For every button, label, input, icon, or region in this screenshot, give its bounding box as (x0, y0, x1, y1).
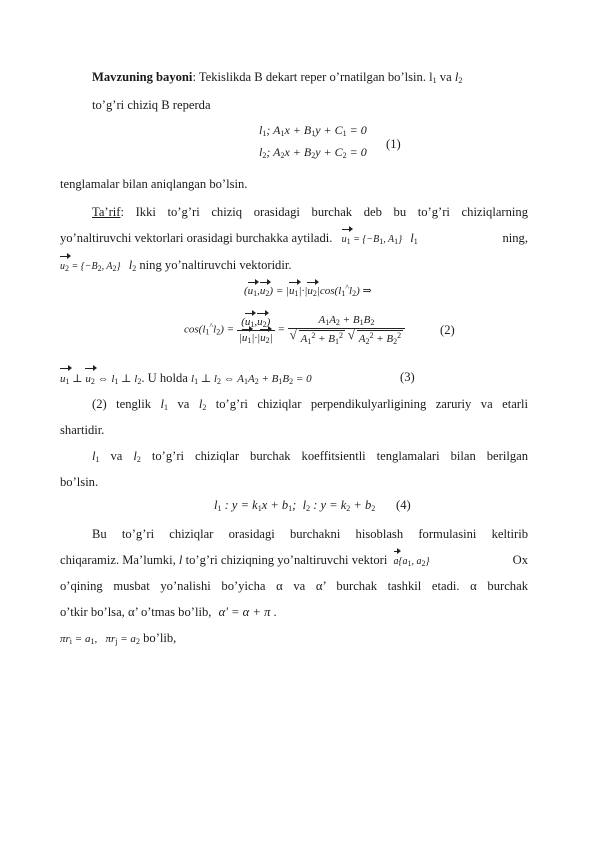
paragraph-5-line-3: o’qining musbat yo’nalishi bo’yicha α va α’ burchak tashkil etadi. α burchak (60, 579, 528, 593)
paragraph-3-line-2: shartidir. (60, 423, 105, 437)
definition-line-2: yo’naltiruvchi vektorlari orasidagi burchakka aytiladi. $u_1 = \{-B_1$, $A_1$} $l_1$ ning, (60, 230, 528, 250)
perpendicular-condition: $u_1$ ⊥ $u_2$ ⇔ $l_1$ ⊥ $l_2$. U holda $l_1$ ⊥ $l_2$ ⇔ $A_1A_2 + B_1B_2 = 0$ (60, 370, 312, 390)
equation-number-4: (4) (396, 498, 411, 512)
section-heading: Mavzuning bayoni (92, 70, 193, 84)
equation-line-2: $l_2$; $A_2x + B_2y + C_2 = 0$ (259, 145, 367, 160)
paragraph-5-line-5: $\pi r_i = a_1$, $\pi r_j = a_2$ bo’lib, (60, 631, 177, 646)
paragraph-4-line-1: $l_1$ va $l_2$ to’g’ri chiziqlar burchak koeffitsientli tenglamalari bilan berilgan (92, 449, 528, 464)
paragraph-5-line-4: o’tkir bo’lsa, α’ o’tmas bo’lib, α' = α + π . (60, 605, 277, 619)
paragraph-4-line-2: bo’lsin. (60, 475, 99, 489)
definition-line-3: $u_2 = \{-B_2$, $A_2$} $l_2$ ning yo’naltiruvchi vektoridir. (60, 257, 292, 277)
cosine-formula: $\cos(l_1^{\^{}}l_2)$ = $\frac{(u_1,u_2)}{|u_1|\cdot|u_2|}$ = $A_1A_2 + B_1B_2$ √ $A_1^2 + B_1^2$ √ $A_2^2 + B_2^2$ (184, 314, 405, 346)
definition-label: Ta’rif (92, 205, 121, 219)
paragraph-5-line-1: Bu to’g’ri chiziqlar orasidagi burchakni hisoblash formulasini keltirib (92, 527, 528, 541)
slope-equations: $l_1$ : $y = k_1x + b_1$; $l_2$ : $y = k_2 + b_2$ (214, 498, 376, 513)
dot-product-equation: $(u_1,u_2) = |u_1|\cdot|u_2|\cos(l_1^{\^{}}l_2)$ ⇒ (244, 283, 372, 298)
paragraph-5-line-2: chiqaramiz. Ma’lumki, l to’g’ri chiziqning yo’naltiruvchi vektori $a\{a_1$, $a_2$} Ox (60, 553, 528, 568)
equation-number-3: (3) (400, 370, 415, 384)
intro-line-3: tenglamalar bilan aniqlangan bo’lsin. (60, 177, 248, 191)
intro-line-2: to’g’ri chiziq B reperda (92, 98, 211, 112)
equation-number-2: (2) (440, 323, 455, 337)
equation-number-1: (1) (386, 137, 401, 151)
paragraph-3-line-1: (2) tenglik $l_1$ va $l_2$ to’g’ri chiziqlar perpendikulyarligining zaruriy va etarli (92, 397, 528, 412)
intro-line-1: Mavzuning bayoni: Tekislikda B dekart reper o’rnatilgan bo’lsin. $l_1$ va $l_2$ (92, 70, 463, 85)
equation-line-1: $l_1$; $A_1x + B_1y + C_1 = 0$ (259, 123, 367, 138)
definition-line-1: Ta’rif: Ikki to’g’ri chiziq orasidagi burchak deb bu to’g’ri chiziqlarning (92, 205, 528, 219)
